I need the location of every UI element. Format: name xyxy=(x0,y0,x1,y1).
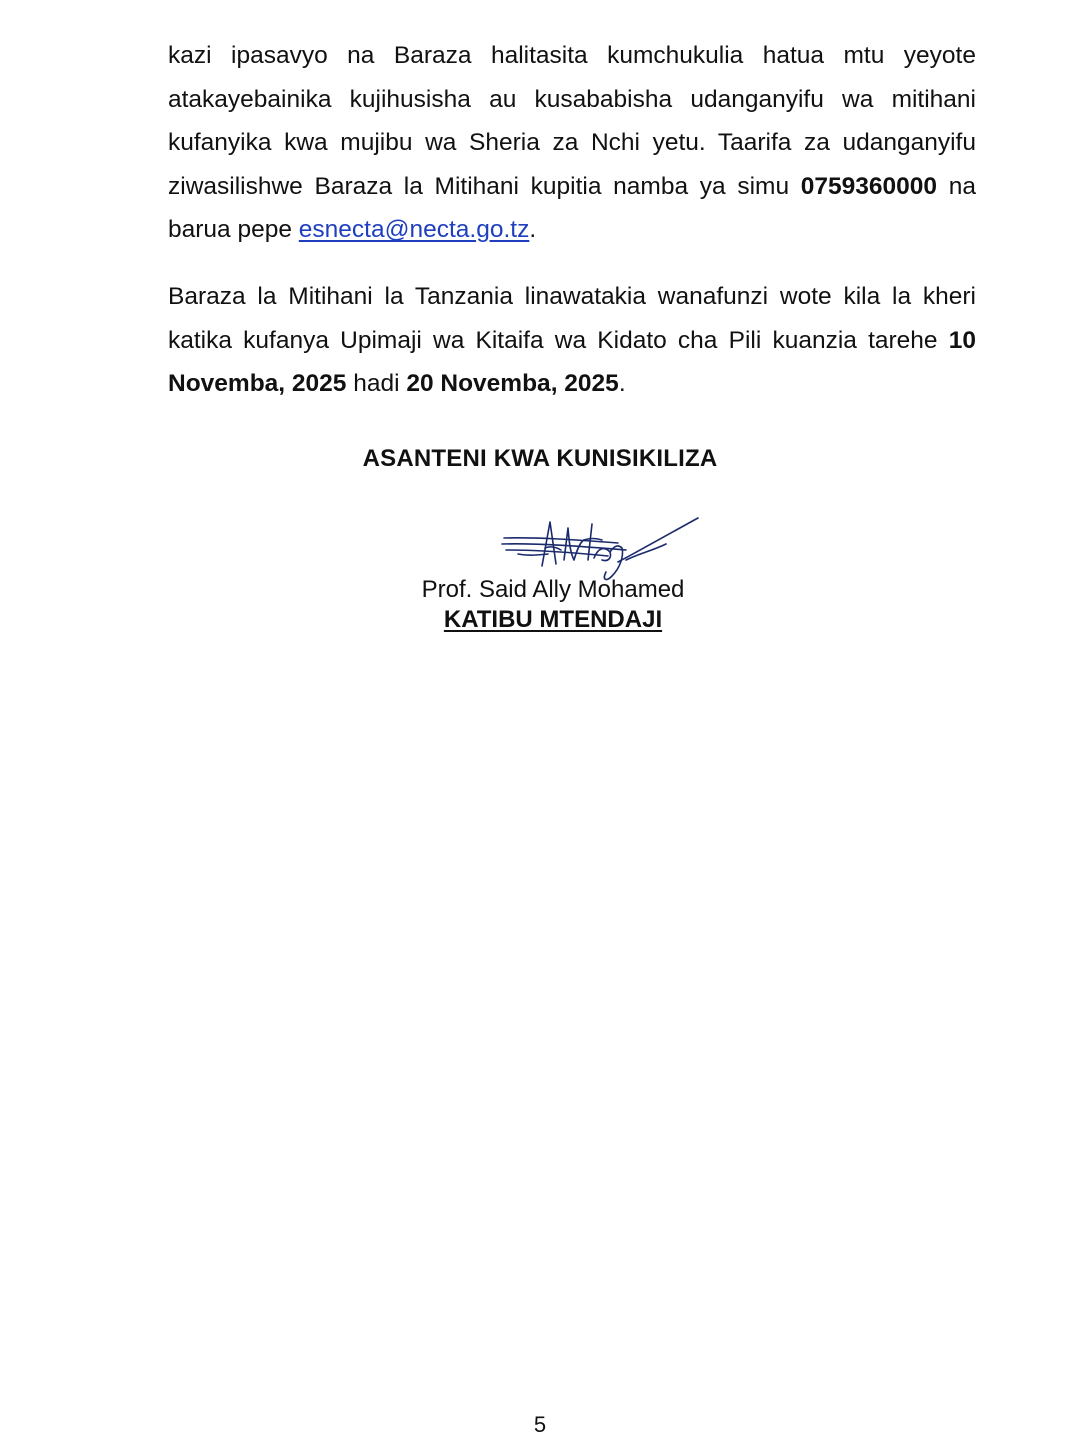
closing-statement: ASANTENI KWA KUNISIKILIZA xyxy=(362,445,718,472)
paragraph2-text-a: Baraza la Mitihani la Tanzania linawatakia wanafunzi wote kila la kheri katika kufanya Upimaji wa Kitaifa wa Kidato cha Pili kuanzia tarehe xyxy=(168,283,976,354)
signer-name: Prof. Said Ally Mohamed xyxy=(421,576,685,603)
start-date: 10 Novemba, 2025 xyxy=(168,326,976,397)
page-number: 5 xyxy=(533,1412,547,1437)
paragraph-good-wishes xyxy=(168,275,976,406)
paragraph1-text-a: kazi ipasavyo na Baraza halitasita kumchukulia hatua mtu yeyote atakayebainika kujihusisha au kusababisha udanganyifu wa mitihani kufanyika kwa mujibu wa Sheria za Nchi yetu. Taarifa za udanganyifu ziwasilishwe Baraza la Mitihani kupitia namba ya simu xyxy=(168,42,976,200)
paragraph2-text-b: hadi xyxy=(346,370,407,397)
email-link[interactable]: esnecta@necta.go.tz xyxy=(298,216,530,243)
paragraph2-text-c: . xyxy=(618,370,626,397)
signer-title: KATIBU MTENDAJI xyxy=(443,606,663,633)
paragraph-fraud-reporting xyxy=(168,34,976,252)
phone-number: 0759360000 xyxy=(800,172,938,200)
paragraph1-text-c: . xyxy=(529,216,537,243)
paragraph1-text-b: na barua pepe xyxy=(168,172,976,243)
end-date: 20 Novemba, 2025 xyxy=(406,370,619,397)
